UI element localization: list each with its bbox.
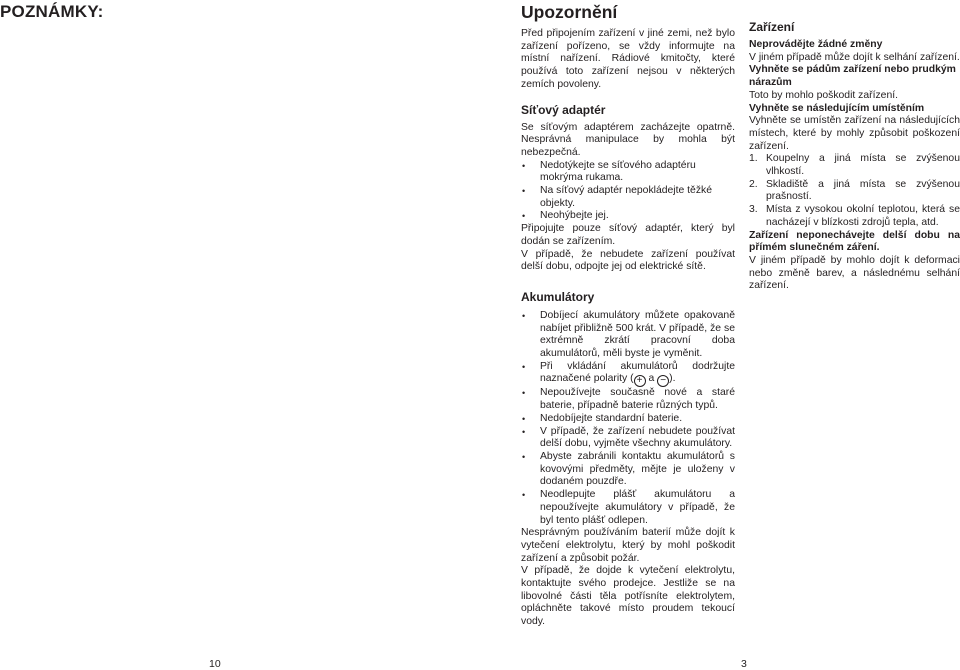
device-paragraph: Toto by mohlo poškodit zařízení. (749, 89, 899, 101)
list-item (749, 153, 960, 178)
page-number-left: 10 (209, 658, 221, 670)
device-column (749, 20, 960, 293)
list-item: • Abyste zabránili kontaktu akumulátorů s kovovými předměty, mějte je uloženy v dodaném pouzdře. (521, 451, 735, 489)
list-item: • Neodlepujte plášť akumulátoru a nepoužívejte akumulátory v případě, že byl tento plášť odlepen. (521, 489, 735, 527)
list-item: • Nepoužívejte současně nové a staré baterie, případně baterie různých typů. (521, 387, 735, 412)
notes-heading: POZNÁMKY: (0, 2, 104, 21)
batteries-paragraph: Nesprávným používáním baterií může dojít k vytečení elektrolytu, který by mohl poškodit zařízení a způsobit požár. (521, 527, 735, 564)
list-item: • Neohýbejte jej. (521, 210, 735, 223)
minus-polarity-icon: − (657, 375, 669, 387)
polarity-and: a (645, 373, 658, 385)
device-paragraph: V jiném případě by mohlo dojít k deformaci nebo změně barev, a následnému selhání zařízení. (749, 254, 960, 292)
plus-polarity-icon: + (634, 375, 646, 387)
batteries-heading: Akumulátory (521, 289, 595, 304)
list-item: • Dobíjecí akumulátory můžete opakovaně nabíjet přibližně 500 krát. V případě, že se extrémně zkrátí pracovní doba akumulátorů, měli byste je vyměnit. (521, 310, 735, 361)
list-number: 2. (749, 178, 758, 190)
device-subheading: Vyhněte se následujícím umístěním (749, 102, 925, 114)
list-item: • Nedobíjejte standardní baterie. (521, 413, 735, 426)
list-item: • Na síťový adaptér nepokládejte těžké objekty. (521, 185, 735, 210)
device-title: Zařízení (749, 20, 795, 34)
device-subheading: Neprovádějte žádné změny (749, 39, 883, 50)
polarity-end: ). (669, 373, 676, 385)
warnings-column (521, 0, 735, 629)
warnings-intro: Před připojením zařízení v jiné zemi, než bylo zařízení pořízeno, se vždy informujte na místní nařízení. Rádiové kmitočty, které používá toto zařízení nejsou v některých zemích povoleny. (521, 28, 735, 90)
locations-list (749, 153, 960, 229)
device-subheading: Vyhněte se pádům zařízení nebo prudkým nárazům (749, 64, 956, 89)
polarity-text: Při vkládání akumulátorů dodržujte naznačené polarity ( (540, 360, 735, 385)
list-item (749, 179, 960, 204)
list-item: • V případě, že zařízení nebudete používat delší dobu, vyjměte všechny akumulátory. (521, 426, 735, 451)
device-paragraph: Vyhněte se umístěn zařízení na následujících místech, které by mohly způsobit poškození zařízení. (749, 115, 960, 152)
adapter-paragraph: V případě, že nebudete zařízení používat delší dobu, odpojte jej od elektrické sítě. (521, 248, 735, 273)
list-item: • Nedotýkejte se síťového adaptéru mokrýma rukama. (521, 160, 735, 185)
list-text: Skladiště a jiná místa se zvýšenou prašností. (766, 178, 960, 203)
batteries-bullet-list (521, 310, 735, 527)
adapter-heading: Síťový adaptér (521, 102, 606, 117)
list-number: 1. (749, 153, 758, 165)
list-number: 3. (749, 204, 758, 216)
adapter-intro: Se síťovým adaptérem zacházejte opatrně. Nesprávná manipulace by mohla být nebezpečná. (521, 121, 735, 158)
device-subheading: Zařízení neponechávejte delší dobu na přímém slunečném záření. (749, 229, 960, 254)
list-item (749, 204, 960, 229)
list-item (521, 361, 735, 388)
list-text: Koupelny a jiná místa se zvýšenou vlhkostí. (766, 153, 960, 178)
adapter-paragraph: Připojujte pouze síťový adaptér, který byl dodán se zařízením. (521, 223, 735, 247)
adapter-bullet-list (521, 160, 735, 224)
batteries-paragraph: V případě, že dojde k vytečení elektrolytu, kontaktujte svého prodejce. Jestliže se na libovolné části těla potřísníte elektrolytem, opláchněte takové místo proudem tekoucí vody. (521, 565, 735, 628)
device-paragraph: V jiném případě může dojít k selhání zařízení. (749, 51, 960, 63)
warnings-title: Upozornění (521, 2, 618, 22)
page-number-right: 3 (741, 658, 747, 670)
list-text: Místa z vysokou okolní teplotou, která se nacházejí v blízkosti zdrojů tepla, atd. (766, 204, 960, 228)
